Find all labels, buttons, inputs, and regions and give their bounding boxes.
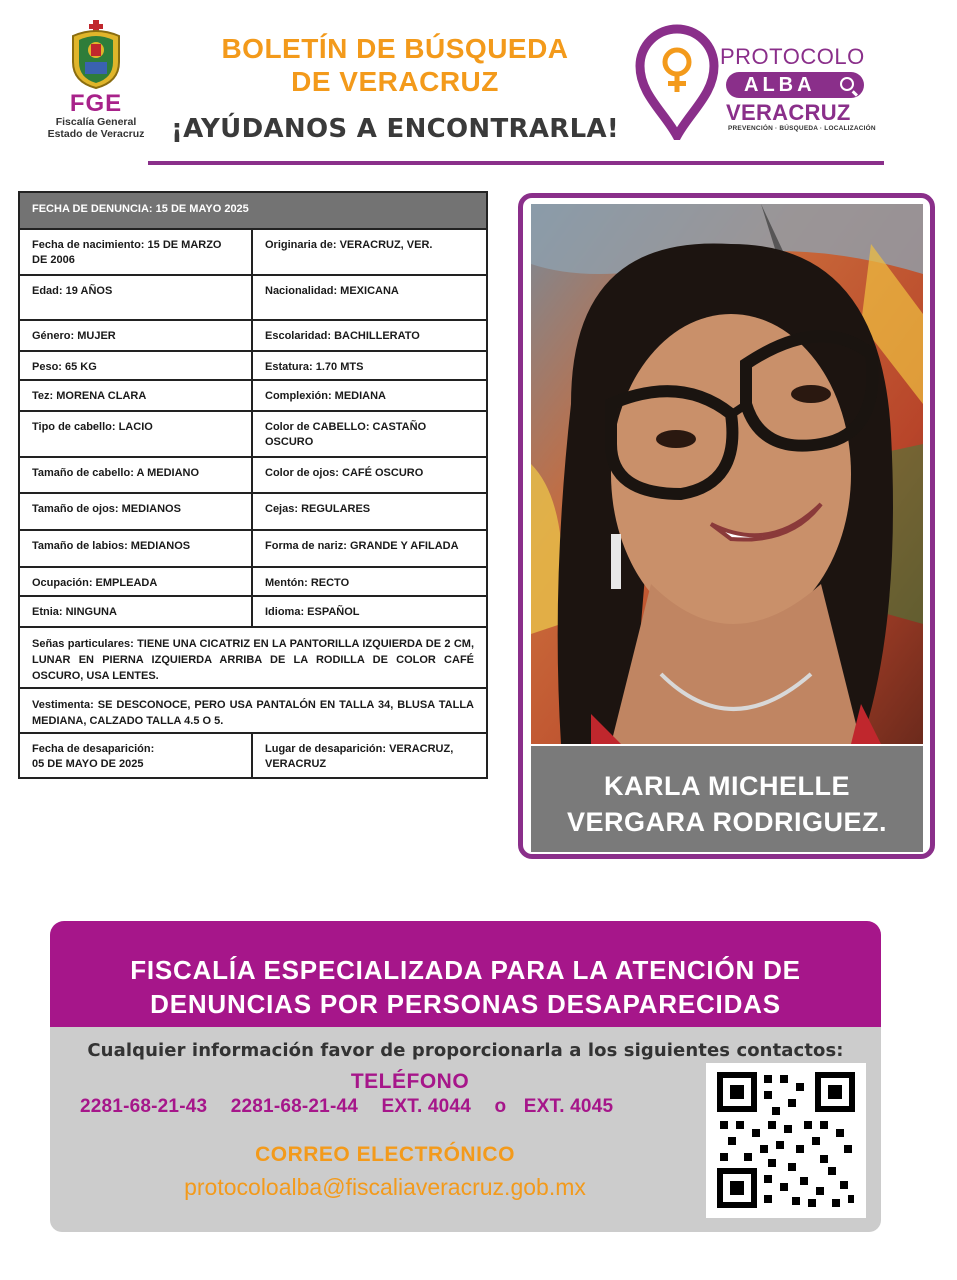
missing-person-photo [531,204,923,744]
table-row [20,230,486,276]
person-name [531,746,923,852]
fge-logo [44,20,148,150]
ethnicity: Etnia: NINGUNA [20,597,253,626]
language: Idioma: ESPAÑOL [265,606,360,618]
alba-pill-text: ALBA [744,74,816,96]
qr-code-icon[interactable] [706,1063,866,1218]
age: Edad: 19 AÑOS [20,276,253,319]
header-divider [148,161,884,165]
disappearance-date-label: Fecha de desaparición: [32,743,155,755]
table-row [20,412,486,458]
table-row [20,597,486,628]
table-row [20,628,486,689]
alba-tagline: PREVENCIÓN · BÚSQUEDA · LOCALIZACIÓN [728,125,876,132]
email-address[interactable]: protocoloalba@fiscaliaveracruz.gob.mx [184,1174,586,1200]
weight: Peso: 65 KG [20,352,253,379]
alba-pill [726,72,864,98]
table-row [20,494,486,531]
distinguishing-marks: Señas particulares: TIENE UNA CICATRIZ EN LA PANTORILLA IZQUIERDA DE 2 CM, LUNAR EN PIERNA IZQUIERDA ARRIBA DE LA RODILLA DE COLOR CAFÉ OSCURO, USA LENTES. [32,638,474,682]
gender: Género: MUJER [20,321,253,350]
nationality: Nacionalidad: MEXICANA [265,285,399,297]
table-row [20,568,486,597]
hair-length: Tamaño de cabello: A MEDIANO [20,458,253,492]
birth-date: Fecha de nacimiento: 15 DE MARZO DE 2006 [20,230,253,274]
fge-line1: Fiscalía General [55,116,137,128]
photo-panel [518,193,935,859]
person-info-table [18,191,488,779]
qr-code-graphic [706,1063,866,1218]
extension-1: EXT. 4044 [381,1096,471,1117]
fiscalia-banner-line1: FISCALÍA ESPECIALIZADA PARA LA ATENCIÓN DE [130,955,801,985]
clothing: Vestimenta: SE DESCONOCE, PERO USA PANTALÓN EN TALLA 34, BLUSA TALLA MEDIANA, CALZADO TALLA 4.5 O 5. [32,699,474,727]
eye-color: Color de ojos: CAFÉ OSCURO [265,467,424,479]
protocolo-alba-logo [634,22,879,142]
location-pin-female-icon [634,24,720,140]
bulletin-title-line2: DE VERACRUZ [291,66,499,97]
occupation: Ocupación: EMPLEADA [20,568,253,595]
bulletin-title-line1: BOLETÍN DE BÚSQUEDA [221,33,569,64]
origin: Originaria de: VERACRUZ, VER. [265,239,433,251]
fge-acronym: FGE [69,90,123,117]
eye-size: Tamaño de ojos: MEDIANOS [20,494,253,529]
height: Estatura: 1.70 MTS [265,361,364,373]
disappearance-place: Lugar de desaparición: VERACRUZ, VERACRUZ [265,743,454,770]
person-name-line1: KARLA MICHELLE [604,771,850,801]
disappearance-date-value: 05 DE MAYO DE 2025 [32,758,144,770]
table-row [20,531,486,568]
veracruz-shield-icon [65,20,127,90]
education: Escolaridad: BACHILLERATO [265,330,420,342]
nose-shape: Forma de nariz: GRANDE Y AFILADA [265,540,459,552]
portrait-illustration [531,204,923,744]
hair-color: Color de CABELLO: CASTAÑO OSCURO [265,421,427,448]
phone-label: TELÉFONO [350,1070,470,1093]
magnifier-icon [840,77,854,91]
hair-type: Tipo de cabello: LACIO [20,412,253,456]
table-row [20,734,486,777]
table-row [20,352,486,381]
phone-numbers [80,1096,700,1118]
table-row [20,321,486,352]
disappearance-date [20,734,253,777]
phone-number-2[interactable]: 2281-68-21-44 [230,1096,359,1117]
alba-line1: PROTOCOLO [720,44,865,69]
complaint-date-header: FECHA DE DENUNCIA: 15 DE MAYO 2025 [20,193,486,230]
lip-size: Tamaño de labios: MEDIANOS [20,531,253,566]
table-row [20,458,486,494]
alba-line3: VERACRUZ [726,100,851,125]
email-label: CORREO ELECTRÓNICO [255,1143,515,1166]
build: Complexión: MEDIANA [265,390,386,402]
extension-separator: o [494,1096,507,1117]
phone-number-1[interactable]: 2281-68-21-43 [80,1096,208,1117]
eyebrows: Cejas: REGULARES [265,503,371,515]
fge-line2: Estado de Veracruz [47,128,145,140]
table-row [20,689,486,734]
chin: Mentón: RECTO [265,577,350,589]
bulletin-subtitle: ¡AYÚDANOS A ENCONTRARLA! [170,114,620,144]
contact-instructions: Cualquier información favor de proporcionarla a los siguientes contactos: [87,1040,844,1061]
person-name-line2: VERGARA RODRIGUEZ. [566,807,887,837]
table-row [20,381,486,412]
table-row [20,276,486,321]
fiscalia-banner [50,921,881,1027]
skin-tone: Tez: MORENA CLARA [20,381,253,410]
fiscalia-banner-line2: DENUNCIAS POR PERSONAS DESAPARECIDAS [150,989,781,1019]
bulletin-title [190,32,600,98]
extension-2: EXT. 4045 [523,1096,614,1117]
